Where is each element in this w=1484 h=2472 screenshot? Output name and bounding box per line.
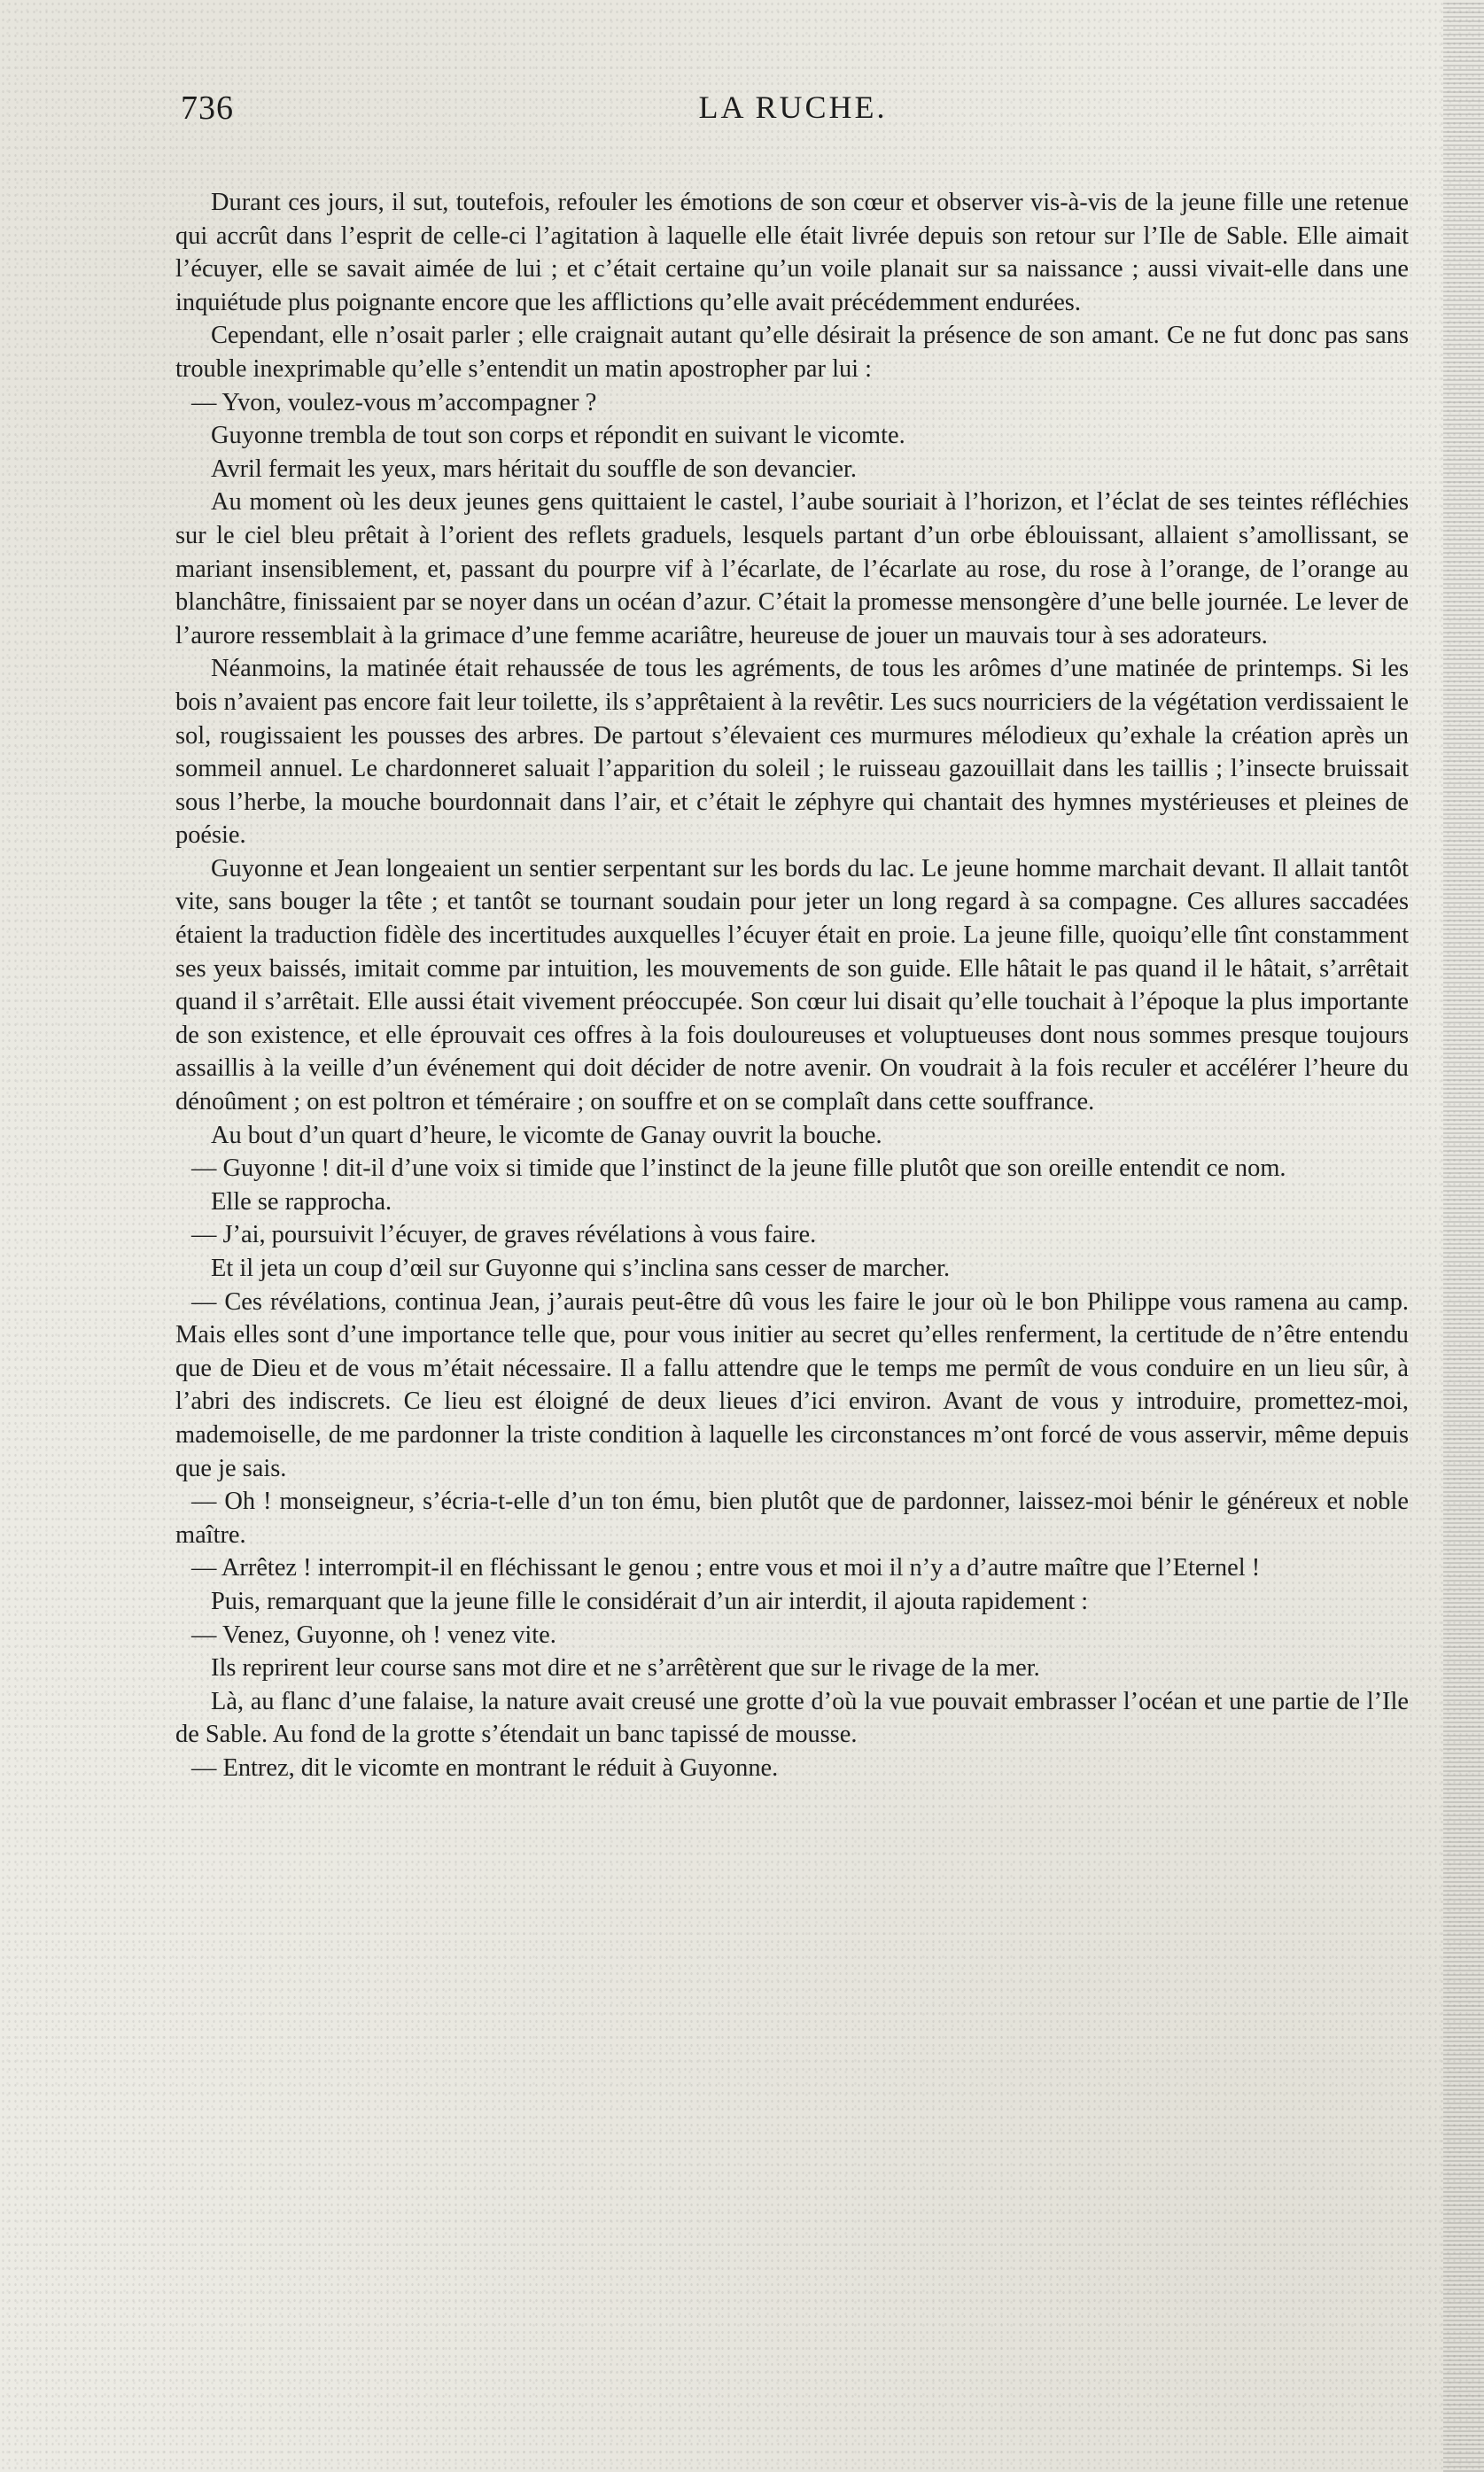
paragraph: Là, au flanc d’une falaise, la nature avait creusé une grotte d’où la vue pouvait embrasser l’océan et une partie de l’Ile de Sable. Au fond de la grotte s’étendait un banc tapissé de mousse. (175, 1687, 1409, 1749)
paragraph: Guyonne et Jean longeaient un sentier serpentant sur les bords du lac. Le jeune homme marchait devant. Il allait tantôt vite, sans bouger la tête ; et tantôt se tournant soudain pour jeter un long regard à sa compagne. Ces allures saccadées étaient la traduction fidèle des incertitudes auxquelles l’écuyer était en proie. La jeune fille, quoiqu’elle tînt constamment ses yeux baissés, imitait comme par intuition, les mouvements de son guide. Elle hâtait le pas quand il le hâtait, s’arrêtait quand il s’arrêtait. Elle aussi était vivement préoccupée. Son cœur lui disait qu’elle touchait à l’époque la plus importante de son existence, et elle éprouvait ces offres à la fois douloureuses et voluptueuses dont nous sommes presque toujours assaillis à la veille d’un événement qui doit décider de notre avenir. On voudrait à la fois reculer et accélérer l’heure du dénoûment ; on est poltron et téméraire ; on souffre et on se complaît dans cette souffrance. (175, 854, 1409, 1116)
paragraph: Néanmoins, la matinée était rehaussée de tous les agréments, de tous les arômes d’une matinée de printemps. Si les bois n’avaient pas encore fait leur toilette, ils s’apprêtaient à la revêtir. Les sucs nourriciers de la végétation verdissaient le sol, rougissaient les pousses des arbres. De partout s’élevaient ces murmures mélodieux qu’exhale la création après un sommeil annuel. Le chardonneret saluait l’apparition du soleil ; le ruisseau gazouillait dans les taillis ; l’insecte bruissait sous l’herbe, la mouche bourdonnait dans l’air, et c’était le zéphyre qui chantait des hymnes mystérieuses et pleines de poésie. (175, 655, 1409, 850)
paragraph: Guyonne trembla de tout son corps et répondit en suivant le vicomte. (211, 422, 905, 450)
paragraph: Elle se rapprocha. (211, 1187, 392, 1216)
dialogue-line: — Yvon, voulez-vous m’accompagner ? (191, 388, 597, 416)
page-edge-shadow (1443, 0, 1484, 2472)
paragraph: Ils reprirent leur course sans mot dire et ne s’arrêtèrent que sur le rivage de la mer. (211, 1654, 1040, 1683)
running-title: LA RUCHE. (698, 89, 888, 125)
dialogue-line: — J’ai, poursuivit l’écuyer, de graves révélations à vous faire. (191, 1221, 817, 1249)
dialogue-line: — Guyonne ! dit-il d’une voix si timide que l’instinct de la jeune fille plutôt que son oreille entendit ce nom. (191, 1154, 1286, 1183)
dialogue-line: — Venez, Guyonne, oh ! venez vite. (191, 1621, 556, 1649)
paragraph: Et il jeta un coup d’œil sur Guyonne qui s’inclina sans cesser de marcher. (211, 1255, 951, 1282)
paragraph: Au moment où les deux jeunes gens quittaient le castel, l’aube souriait à l’horizon, et l’éclat de ses teintes réfléchies sur le ciel bleu prêtait à l’orient des reflets graduels, lesquels partant d’un orbe éblouissant, allaient s’amollissant, se mariant insensiblement, et, passant du pourpre vif à l’écarlate, de l’écarlate au rose, du rose à l’orange, de l’orange au blanchâtre, finissaient par se noyer dans un océan d’azur. C’était la promesse mensongère d’une belle journée. Le lever de l’aurore ressemblait à la grimace d’une femme acariâtre, heureuse de jouer un mauvais tour à ses adorateurs. (175, 488, 1409, 649)
paragraph: Au bout d’un quart d’heure, le vicomte de Ganay ouvrit la bouche. (211, 1121, 882, 1149)
paragraph: Avril fermait les yeux, mars héritait du souffle de son devancier. (211, 455, 857, 483)
paragraph: Puis, remarquant que la jeune fille le considérait d’un air interdit, il ajouta rapidement : (211, 1587, 1089, 1615)
dialogue-line: — Oh ! monseigneur, s’écria-t-elle d’un ton ému, bien plutôt que de pardonner, laissez-moi bénir le généreux et noble maître. (175, 1488, 1409, 1549)
page-header (177, 85, 1409, 138)
dialogue-line: — Entrez, dit le vicomte en montrant le réduit à Guyonne. (191, 1753, 779, 1782)
paragraph: Cependant, elle n’osait parler ; elle craignait autant qu’elle désirait la présence de son amant. Ce ne fut donc pas sans trouble inexprimable qu’elle s’entendit un matin apostropher par lui : (175, 322, 1409, 383)
dialogue-line: — Ces révélations, continua Jean, j’aurais peut-être dû vous les faire le jour où le bon Philippe vous ramena au camp. Mais elles sont d’une importance telle que, pour vous initier au secret qu’elles renferment, la certitude de n’être entendu que de Dieu et de vous m’était nécessaire. Il a fallu attendre que le temps me permît de vous conduire en un lieu sûr, à l’abri des indiscrets. Ce lieu est éloigné de deux lieues d’ici environ. Avant de vous y introduire, promettez-moi, mademoiselle, de me pardonner la triste condition à laquelle les circonstances m’ont forcé de vous asservir, même depuis que je sais. (175, 1287, 1409, 1482)
dialogue-line: — Arrêtez ! interrompit-il en fléchissant le genou ; entre vous et moi il n’y a d’autre maître que l’Eternel ! (191, 1554, 1261, 1582)
paragraph: Durant ces jours, il sut, toutefois, refouler les émotions de son cœur et observer vis-à-vis de la jeune fille une retenue qui accrût dans l’esprit de celle-ci l’agitation à laquelle elle était livrée depuis son retour sur l’Ile de Sable. Elle aimait l’écuyer, elle se savait aimée de lui ; et c’était certaine qu’un voile planait sur sa naissance ; aussi vivait-elle dans une inquiétude plus poignante encore que les afflictions qu’elle avait précédemment endurées. (175, 189, 1409, 316)
article-body (175, 186, 1409, 1785)
page-number: 736 (181, 89, 234, 127)
